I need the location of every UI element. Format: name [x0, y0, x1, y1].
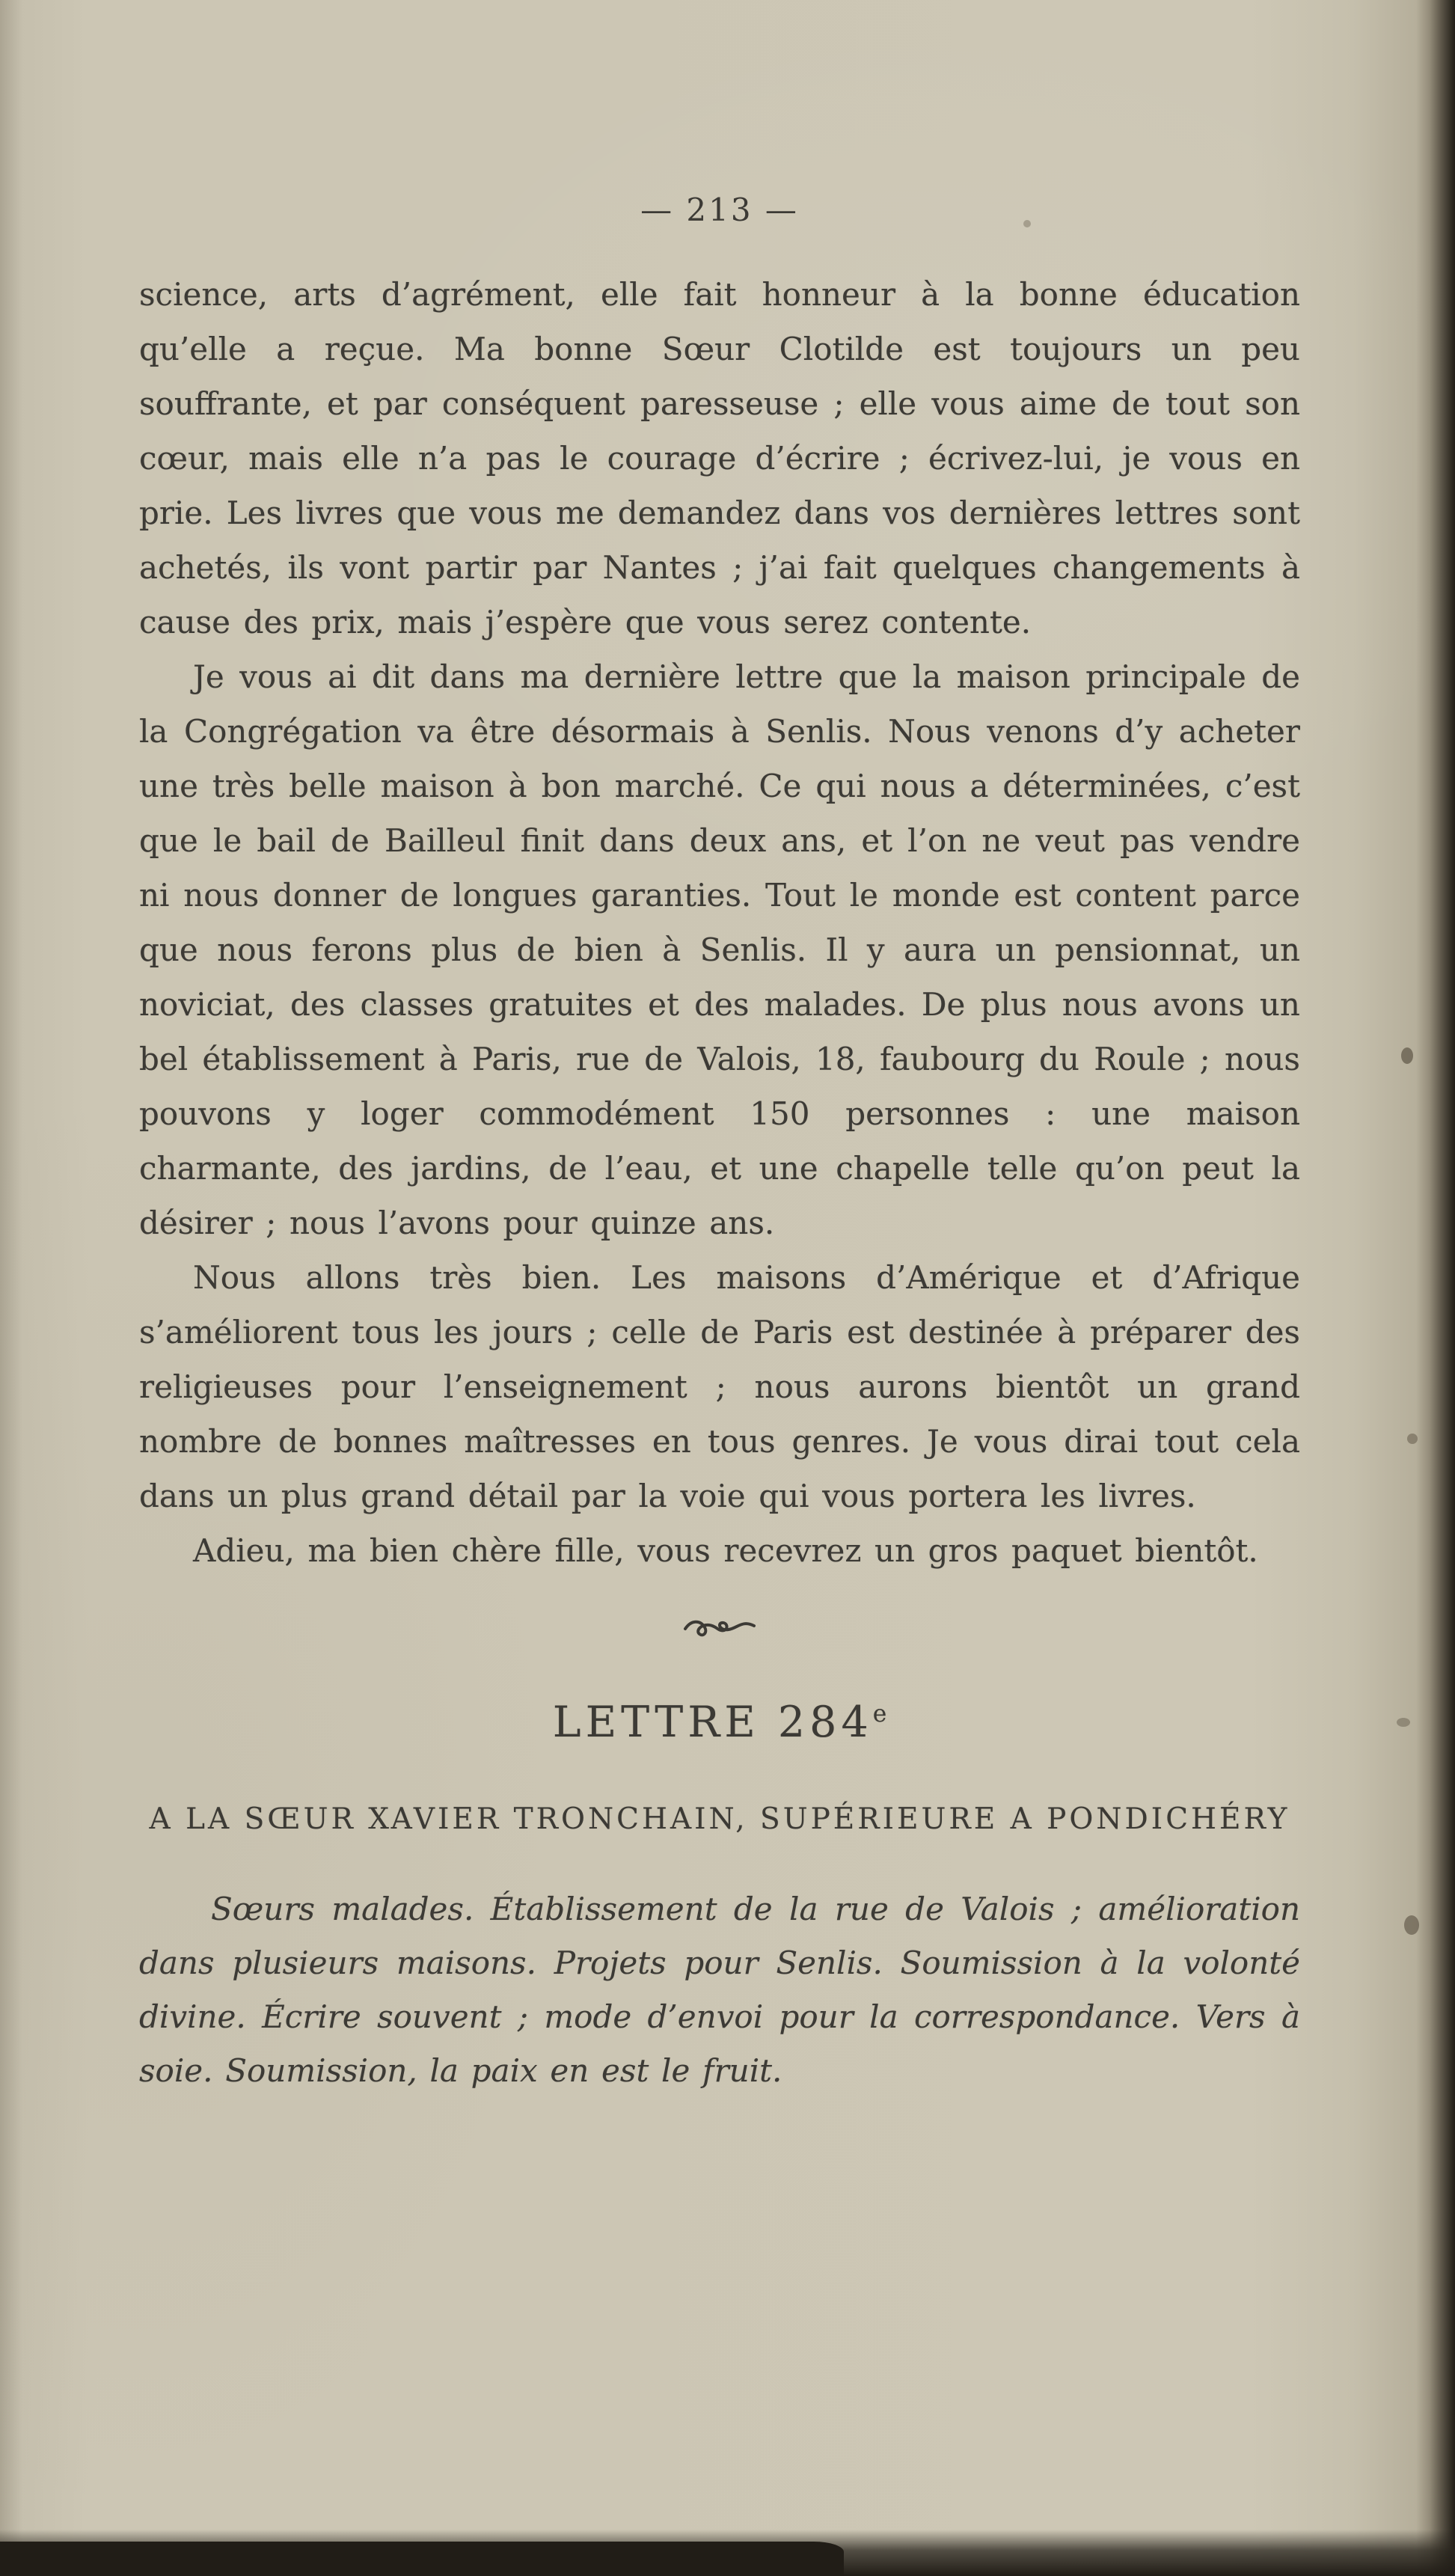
scan-edge-left	[0, 0, 22, 2576]
page-content	[139, 192, 1300, 2129]
letter-heading-superscript: e	[872, 1701, 887, 1728]
letter-summary: Sœurs malades. Établissement de la rue de Valois ; amélioration dans plusieurs maisons. Projets pour Senlis. Soumission à la volonté divine. Écrire souvent ; mode d’envoi pour la correspondance. Vers à soie. Soumission, la paix en est le fruit.	[139, 1891, 1300, 2089]
scan-edge-bottom	[0, 2530, 1455, 2576]
letter-body	[139, 267, 1300, 1578]
letter-paragraph: Je vous ai dit dans ma dernière lettre que la maison principale de la Congrégation va être désormais à Senlis. Nous venons d’y acheter une très belle maison à bon marché. Ce qui nous a déterminées, c’est que le bail de Bailleul finit dans deux ans, et l’on ne veut pas vendre ni nous donner de longues garanties. Tout le monde est content parce que nous ferons plus de bien à Senlis. Il y aura un pensionnat, un noviciat, des classes gratuites et des malades. De plus nous avons un bel établissement à Paris, rue de Valois, 18, faubourg du Roule ; nous pouvons y loger commodément 150 personnes : une maison charmante, des jardins, de l’eau, et une chapelle telle qu’on peut la désirer ; nous l’avons pour quinze ans.	[139, 658, 1300, 1241]
page-number: — 213 —	[640, 192, 799, 228]
letter-paragraph: Adieu, ma bien chère fille, vous recevrez un gros paquet bientôt.	[193, 1532, 1258, 1569]
scan-speck	[1407, 1434, 1418, 1444]
letter-paragraph: science, arts d’agrément, elle fait honneur à la bonne éducation qu’elle a reçue. Ma bonne Sœur Clotilde est toujours un peu souffrante, et par conséquent paresseuse ; elle vous aime de tout son cœur, mais elle n’a pas le courage d’écrire ; écrivez-lui, je vous en prie. Les livres que vous me demandez dans vos dernières lettres sont achetés, ils vont partir par Nantes ; j’ai fait quelques changements à cause des prix, mais j’espère que vous serez contente.	[139, 276, 1300, 640]
letter-paragraph: Nous allons très bien. Les maisons d’Amérique et d’Afrique s’améliorent tous les jours ; celle de Paris est destinée à préparer des religieuses pour l’enseignement ; nous aurons bientôt un grand nombre de bonnes maîtresses en tous genres. Je vous dirai tout cela dans un plus grand détail par la voie qui vous portera les livres.	[139, 1259, 1300, 1514]
scan-speck	[1404, 1915, 1419, 1935]
letter-heading	[139, 1698, 1300, 1747]
letter-heading-label: LETTRE 284	[552, 1698, 873, 1747]
scan-speck	[1401, 1047, 1413, 1064]
letter-recipient-line: A LA SŒUR XAVIER TRONCHAIN, SUPÉRIEURE A PONDICHÉRY	[149, 1802, 1290, 1836]
section-divider	[139, 1609, 1300, 1654]
scan-edge-right	[1416, 0, 1455, 2576]
scan-speck	[1397, 1718, 1410, 1727]
fleuron-icon	[681, 1633, 759, 1647]
